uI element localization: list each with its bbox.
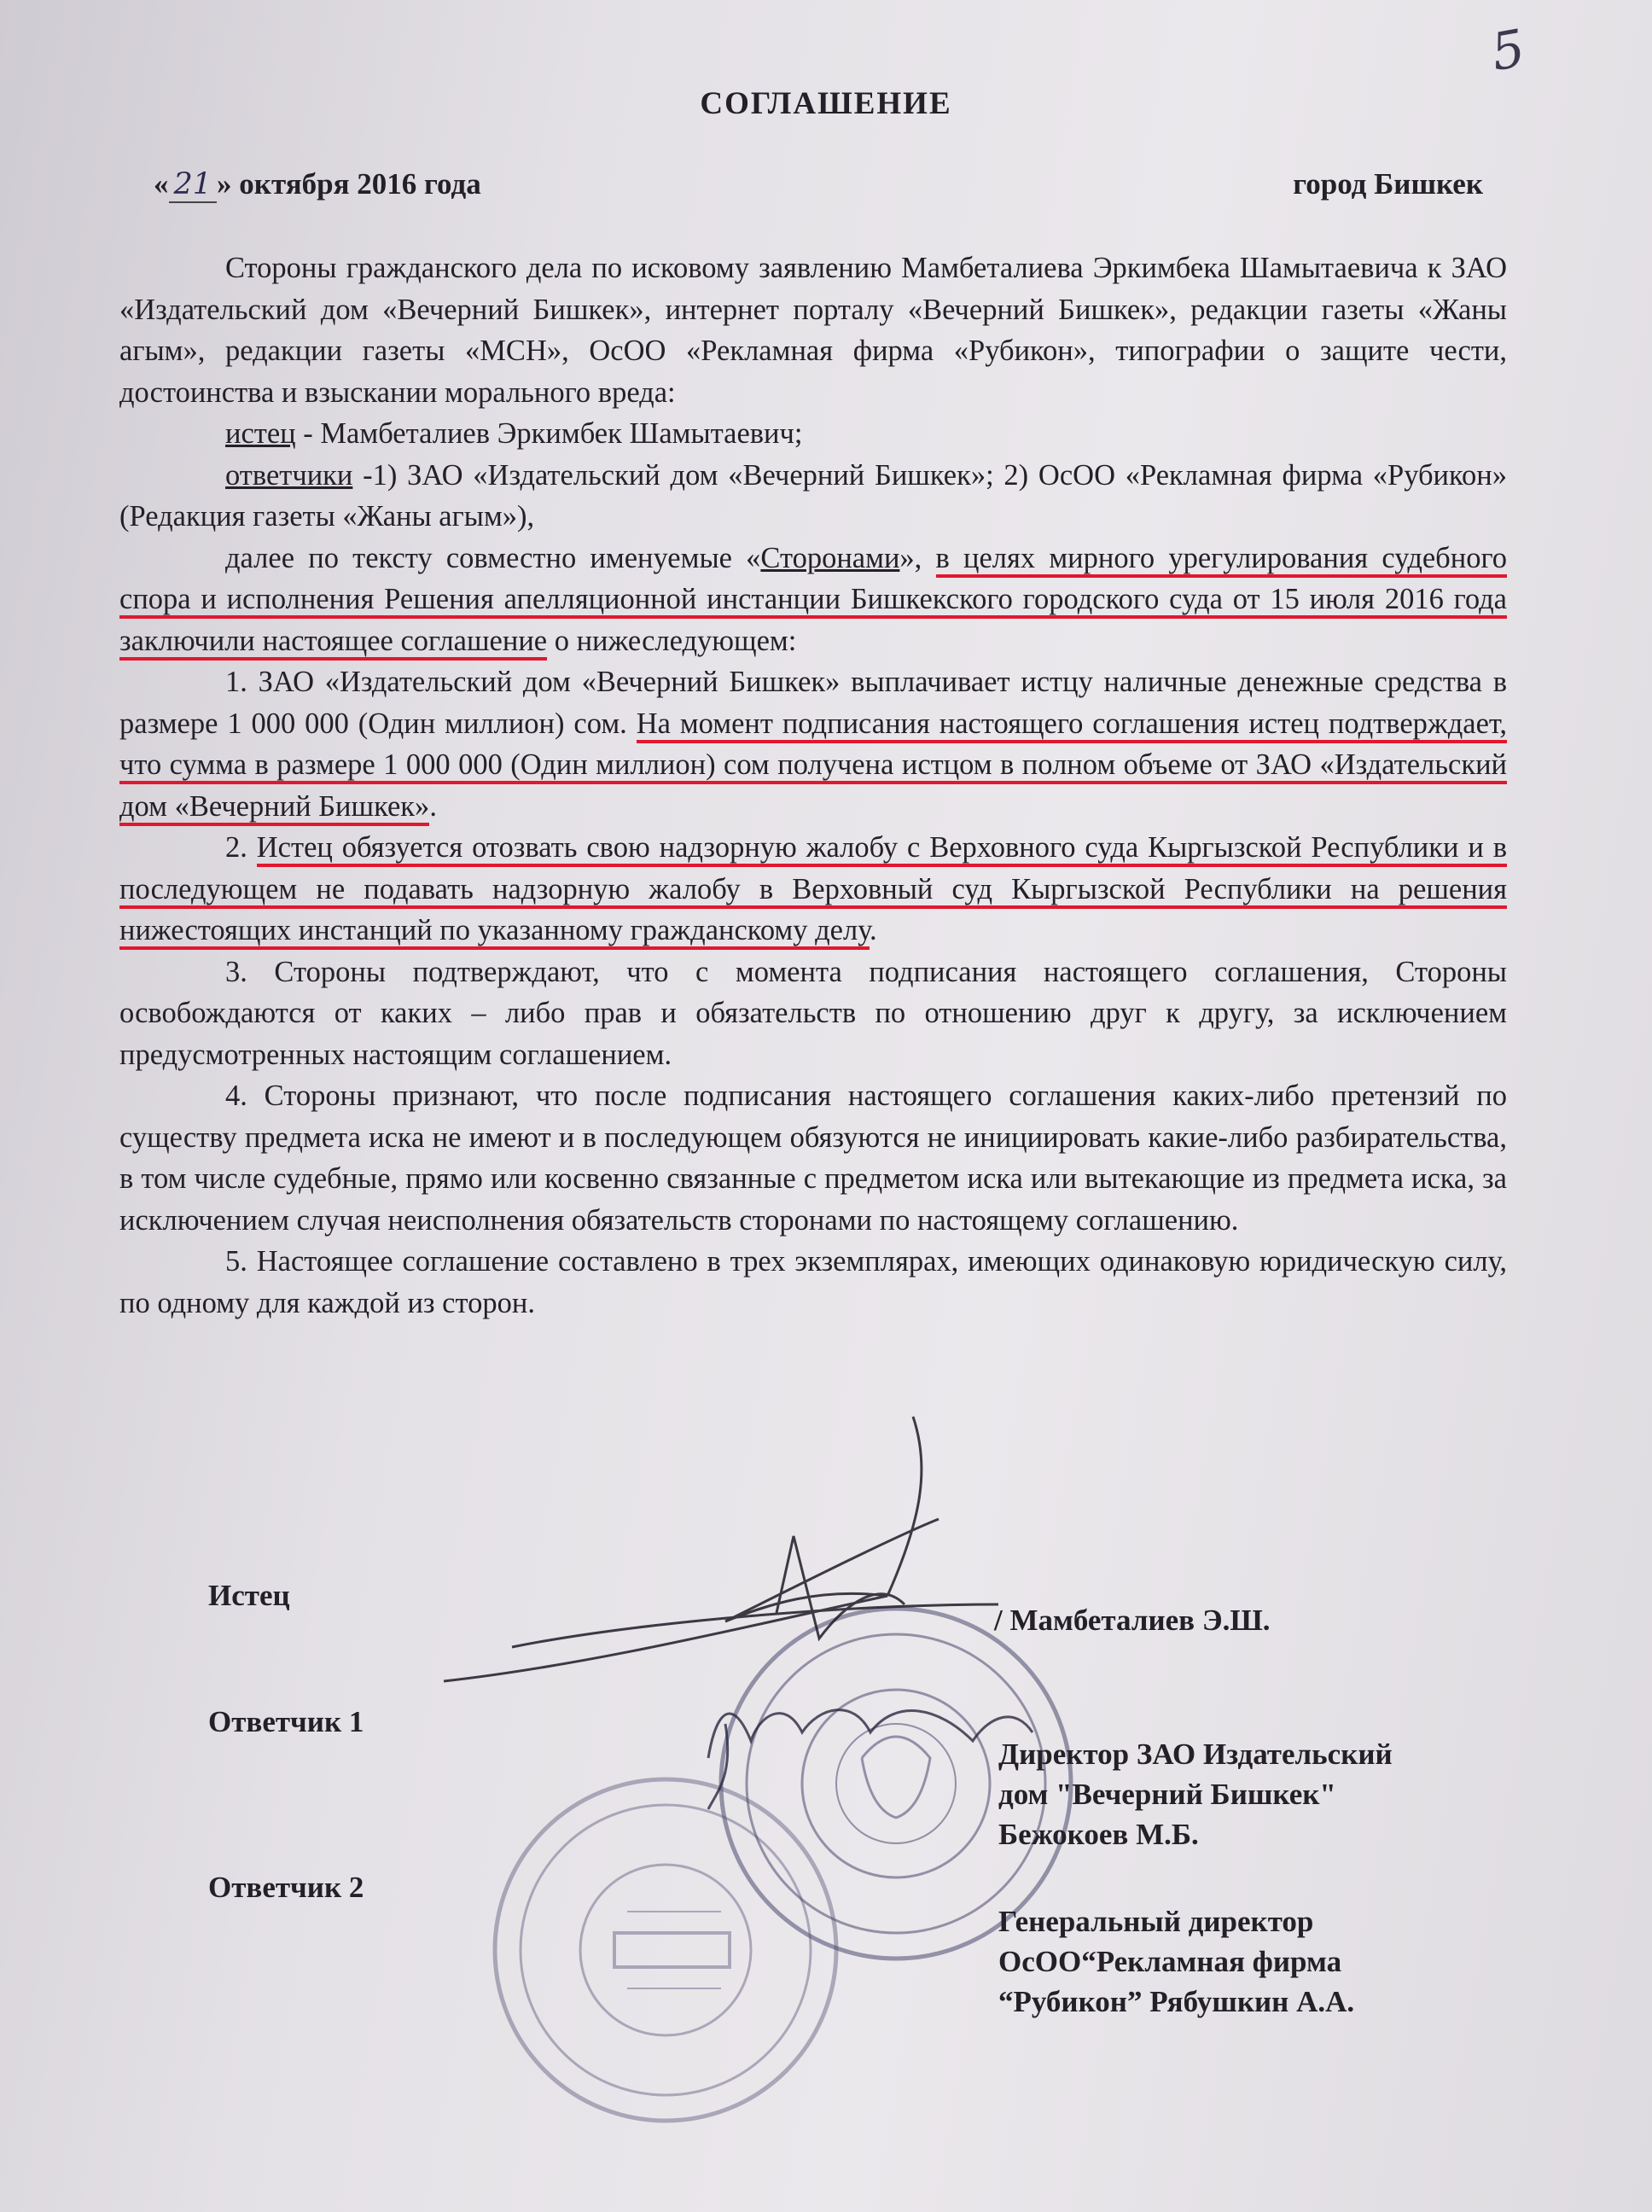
date-day-handwritten: 21 [169, 167, 218, 203]
plaintiff-text: - Мамбеталиев Эркимбек Шамытаевич; [295, 417, 803, 450]
clause-2-highlight: Истец обязуется отозвать свою надзорную жалобу с Верховного суда Кыргызской Республики и в последующем не подавать надзорную жалобу в Верховный суд Кыргызской Республики на решения нижестоящих инстанций по указанному гражданскому делу [119, 831, 1507, 950]
clause-1-text: 1. ЗАО «Издательский дом «Вечерний Бишкек» выплачивает истцу наличные денежные средства в размере 1 000 000 (Один миллион) сом. [119, 666, 1507, 740]
signature-defendant-1 [708, 1710, 1032, 1809]
signature-block-defendant-2 [998, 1901, 1354, 2022]
preamble: Стороны гражданского дела по исковому заявлению Мамбеталиева Эркимбека Шамытаевича к ЗАО «Издательский дом «Вечерний Бишкек», интернет порталу «Вечерний Бишкек», редакции газеты «Жаны агым», редакции газеты «МСН», ОсОО «Рекламная фирма «Рубикон», типографии о защите чести, достоинства и взыскании морального вреда: [119, 252, 1507, 409]
signature-block-defendant-1 [998, 1734, 1393, 1854]
clause-2-number: 2. [225, 831, 257, 864]
clause-1-highlight: На момент подписания настоящего соглашения истец подтверждает, что сумма в размере 1 000 000 (Один миллион) сом получена истцом в полном объеме от ЗАО «Издательский дом «Вечерний Бишкек» [119, 707, 1507, 826]
defendant-1-company: дом "Вечерний Бишкек" [998, 1778, 1336, 1811]
clause-1-end: . [429, 789, 437, 823]
hereinafter-text-c: », [899, 541, 936, 574]
clause-3: 3. Стороны подтверждают, что с момента подписания настоящего соглашения, Стороны освобождаются от каких – либо прав и обязательств по отношению друг к другу, за исключением предусмотренных настоящим соглашением. [119, 955, 1507, 1071]
defendant-2-company: ОсОО“Рекламная фирма [998, 1945, 1342, 1978]
clause-4: 4. Стороны признают, что после подписания настоящего соглашения каких-либо претензий по существу предмета иска не имеют и в последующем обязуются не инициировать какие-либо разбирательства, в том числе судебные, прямо или косвенно связанные с предметом иска или вытекающие из предмета иска, за исключением случая неисполнения обязательств сторонами по настоящему соглашению. [119, 1080, 1507, 1237]
date-rest: » октября 2016 года [217, 167, 481, 201]
defendant-1-title: Директор ЗАО Издательский [998, 1738, 1393, 1771]
hereinafter-text-a: далее по тексту совместно именуемые « [225, 541, 761, 574]
plaintiff-label: истец [225, 417, 296, 450]
handwritten-page-number: 5 [1486, 18, 1530, 84]
defendants-label: ответчики [225, 458, 353, 492]
signature-label-defendant-2: Ответчик 2 [208, 1871, 364, 1904]
defendant-2-title: Генеральный директор [998, 1905, 1314, 1938]
document-title: СОГЛАШЕНИЕ [700, 86, 952, 121]
signature-label-defendant-1: Ответчик 1 [208, 1705, 364, 1738]
hereinafter-text-e: о нижеследующем: [547, 624, 797, 657]
round-stamp-rubicon [495, 1779, 836, 2121]
defendant-1-name: Бежокоев М.Б. [998, 1818, 1199, 1851]
defendant-2-name: “Рубикон” Рябушкин А.А. [998, 1985, 1355, 2018]
signature-label-plaintiff: Истец [208, 1579, 290, 1612]
clause-2-end: . [870, 914, 877, 946]
parties-term: Сторонами [760, 541, 900, 574]
highlighted-purpose: в целях мирного урегулирования судебного спора и исполнения Решения апелляционной инстанции Бишкекского городского суда от 15 июля 2016 года заключили настоящее соглашение [119, 542, 1507, 661]
defendants-text: -1) ЗАО «Издательский дом «Вечерний Бишкек»; 2) ОсОО «Рекламная фирма «Рубикон» (Редакция газеты «Жаны агым»), [119, 458, 1507, 533]
date-open-quote: « [154, 167, 169, 201]
agreement-city: город Бишкек [1293, 167, 1483, 201]
clause-5: 5. Настоящее соглашение составлено в трех экземплярах, имеющих одинаковую юридическую силу, по одному для каждой из сторон. [119, 1245, 1507, 1319]
signature-name-plaintiff: / Мамбеталиев Э.Ш. [994, 1604, 1271, 1637]
signature-plaintiff [444, 1417, 998, 1681]
